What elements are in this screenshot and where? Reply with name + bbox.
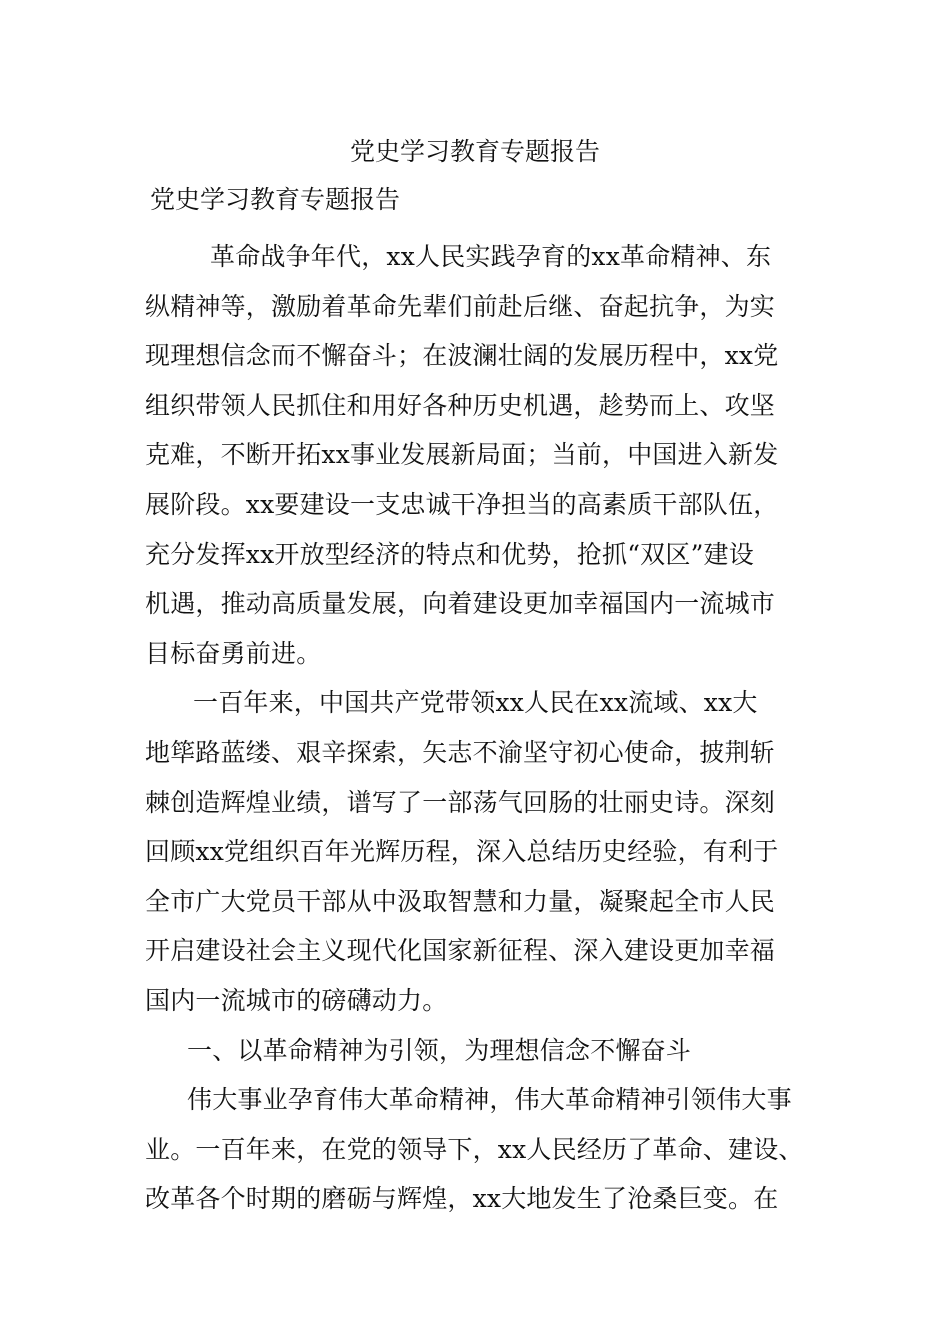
- paragraph-line: 一百年来，中国共产党带领xx人民在xx流域、xx大: [193, 688, 758, 718]
- document-subtitle: 党史学习教育专题报告: [150, 185, 401, 214]
- paragraph-line: 展阶段。xx要建设一支忠诚干净担当的高素质干部队伍，: [145, 489, 779, 519]
- paragraph-line: 地筚路蓝缕、艰辛探索，矢志不渝坚守初心使命，披荆斩: [145, 737, 776, 767]
- paragraph-line: 开启建设社会主义现代化国家新征程、深入建设更加幸福: [145, 936, 776, 966]
- paragraph-line: 棘创造辉煌业绩，谱写了一部荡气回肠的壮丽史诗。深刻: [145, 787, 776, 817]
- paragraph-line: 全市广大党员干部从中汲取智慧和力量，凝聚起全市人民: [145, 886, 776, 916]
- paragraph-line: 现理想信念而不懈奋斗；在波澜壮阔的发展历程中，xx党: [145, 341, 779, 371]
- paragraph-line: 一、以革命精神为引领，为理想信念不懈奋斗: [187, 1035, 692, 1065]
- paragraph: [145, 1026, 825, 1076]
- paragraph-line: 机遇，推动高质量发展，向着建设更加幸福国内一流城市: [145, 589, 776, 619]
- paragraph: [145, 1075, 825, 1224]
- paragraph-line: 伟大事业孕育伟大革命精神，伟大革命精神引领伟大事: [187, 1085, 792, 1115]
- paragraph-line: 纵精神等，激励着革命先辈们前赴后继、奋起抗争，为实: [145, 291, 776, 321]
- paragraph-line: 业。一百年来，在党的领导下，xx人民经历了革命、建设、: [145, 1134, 804, 1164]
- paragraph-line: 组织带领人民抓住和用好各种历史机遇，趁势而上、攻坚: [145, 390, 776, 420]
- document-body: [145, 232, 825, 1224]
- paragraph: [145, 232, 825, 678]
- document-title: 党史学习教育专题报告: [349, 137, 600, 166]
- paragraph-line: 革命战争年代，xx人民实践孕育的xx革命精神、东: [210, 242, 772, 271]
- paragraph: [145, 678, 825, 1025]
- paragraph-line: 克难，不断开拓xx事业发展新局面；当前，中国进入新发: [145, 440, 779, 470]
- paragraph-line: 回顾xx党组织百年光辉历程，深入总结历史经验，有利于: [145, 837, 779, 867]
- paragraph-line: 目标奋勇前进。: [145, 638, 322, 668]
- paragraph-line: 充分发挥xx开放型经济的特点和优势，抢抓“双区”建设: [145, 539, 754, 569]
- paragraph-line: 国内一流城市的磅礴动力。: [145, 985, 448, 1015]
- paragraph-line: 改革各个时期的磨砺与辉煌，xx大地发生了沧桑巨变。在: [145, 1184, 779, 1214]
